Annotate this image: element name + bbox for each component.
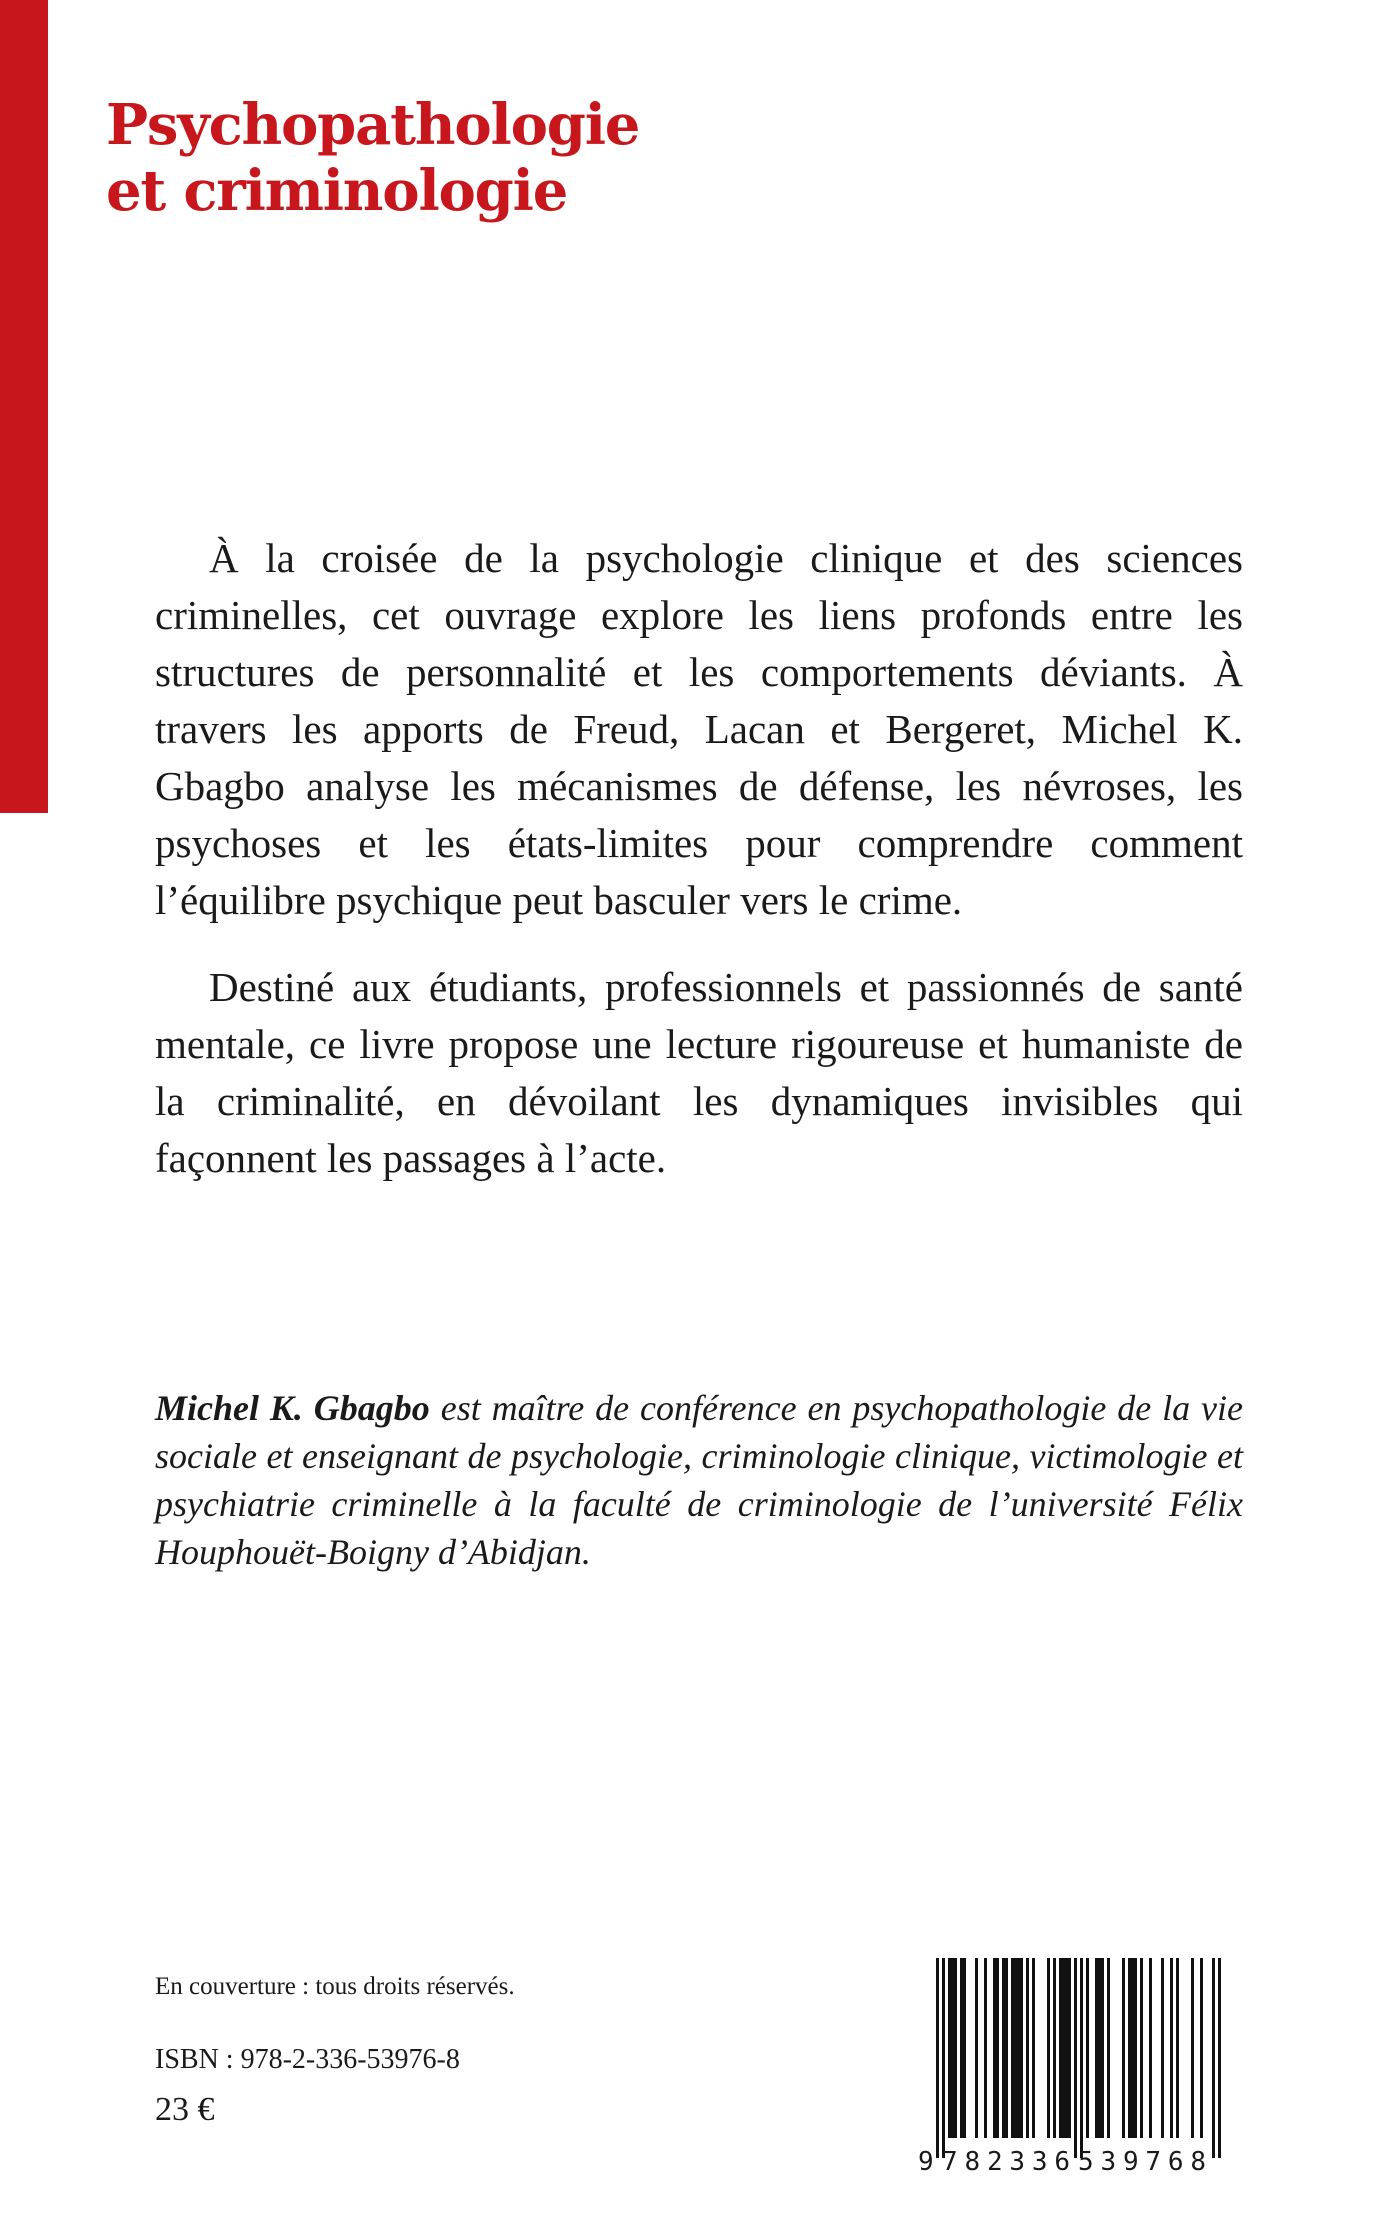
book-title-line-2: et criminologie bbox=[106, 158, 568, 224]
barcode-bar bbox=[1032, 1958, 1035, 2138]
author-bio-text: est maître de conférence en psychopathologie de la vie sociale et enseignant de psychologie, criminologie clinique, victimologie et psychiatrie criminelle à la faculté de criminologie de l’université Félix Houphouët-Boigny d’Abidjan. bbox=[155, 1388, 1243, 1572]
barcode-bar bbox=[1101, 1958, 1104, 2138]
barcode-bar bbox=[1017, 1958, 1020, 2138]
barcode-bar bbox=[1176, 1958, 1179, 2138]
barcode-bar bbox=[1062, 1958, 1065, 2138]
barcode-bar bbox=[1131, 1958, 1134, 2138]
barcode-bar bbox=[1074, 1958, 1077, 2158]
book-title bbox=[106, 92, 639, 224]
barcode-bar bbox=[948, 1958, 951, 2138]
barcode-bar bbox=[1191, 1958, 1194, 2138]
barcode-bar bbox=[1068, 1958, 1071, 2138]
barcode-bar bbox=[951, 1958, 954, 2138]
barcode-bar bbox=[1059, 1958, 1062, 2138]
barcode-right-digits: 539768 bbox=[1078, 2147, 1206, 2176]
price: 23 € bbox=[155, 2091, 215, 2128]
barcode-bar bbox=[960, 1958, 963, 2138]
barcode-bars bbox=[936, 1958, 1221, 2158]
barcode-bar bbox=[1140, 1958, 1143, 2138]
book-title-line-1: Psychopathologie bbox=[106, 92, 640, 158]
author-bio bbox=[155, 1384, 1243, 1576]
barcode-bar bbox=[1095, 1958, 1098, 2138]
barcode-bar bbox=[936, 1958, 939, 2158]
barcode-bar bbox=[1053, 1958, 1056, 2138]
blurb-paragraph-1: À la croisée de la psychologie clinique et des sciences criminelles, cet ouvrage explore les liens profonds entre les structures de personnalité et les comportements déviants. À travers les apports de Freud, Lacan et Bergeret, Michel K. Gbagbo analyse les mécanismes de défense, les névroses, les psychoses et les états-limites pour comprendre comment l’équilibre psychique peut basculer vers le crime. bbox=[155, 535, 1243, 923]
barcode-bar bbox=[1086, 1958, 1089, 2138]
barcode-bar bbox=[1020, 1958, 1023, 2138]
barcode-left-digits: 782336 bbox=[942, 2147, 1070, 2176]
barcode-bar bbox=[963, 1958, 966, 2138]
back-cover-blurb bbox=[155, 530, 1243, 1187]
isbn-barcode bbox=[910, 1956, 1242, 2176]
barcode-bar bbox=[1149, 1958, 1152, 2138]
barcode-graphic bbox=[910, 1956, 1242, 2176]
author-name: Michel K. Gbagbo bbox=[155, 1388, 430, 1428]
barcode-bar bbox=[1212, 1958, 1215, 2158]
barcode-bar bbox=[1098, 1958, 1101, 2138]
barcode-first-digit: 9 bbox=[918, 2147, 934, 2176]
barcode-bar bbox=[1002, 1958, 1005, 2138]
barcode-bar bbox=[1170, 1958, 1173, 2138]
barcode-bar bbox=[954, 1958, 957, 2138]
barcode-bar bbox=[1128, 1958, 1131, 2138]
barcode-bar bbox=[1122, 1958, 1125, 2138]
barcode-bar bbox=[1107, 1958, 1110, 2138]
barcode-bar bbox=[1134, 1958, 1137, 2138]
barcode-bar bbox=[1014, 1958, 1017, 2138]
barcode-bar bbox=[1161, 1958, 1164, 2138]
barcode-bar bbox=[975, 1958, 978, 2138]
barcode-bar bbox=[1005, 1958, 1008, 2138]
cover-credit: En couverture : tous droits réservés. bbox=[155, 1973, 515, 2000]
barcode-bar bbox=[1011, 1958, 1014, 2138]
barcode-bar bbox=[1065, 1958, 1068, 2138]
red-accent-band bbox=[0, 0, 48, 813]
barcode-bar bbox=[1200, 1958, 1203, 2138]
barcode-bar bbox=[1218, 1958, 1221, 2158]
blurb-paragraph-2: Destiné aux étudiants, professionnels et passionnés de santé mentale, ce livre propose une lecture rigoureuse et humaniste de la criminalité, en dévoilant les dynamiques invisibles qui façonnent les passages à l’acte. bbox=[155, 964, 1243, 1181]
isbn: ISBN : 978-2-336-53976-8 bbox=[155, 2044, 460, 2075]
barcode-bar bbox=[996, 1958, 999, 2138]
barcode-bar bbox=[942, 1958, 945, 2158]
barcode-bar bbox=[984, 1958, 987, 2138]
barcode-bar bbox=[1080, 1958, 1083, 2158]
barcode-bar bbox=[1047, 1958, 1050, 2138]
barcode-bar bbox=[1026, 1958, 1029, 2138]
barcode-bar bbox=[993, 1958, 996, 2138]
